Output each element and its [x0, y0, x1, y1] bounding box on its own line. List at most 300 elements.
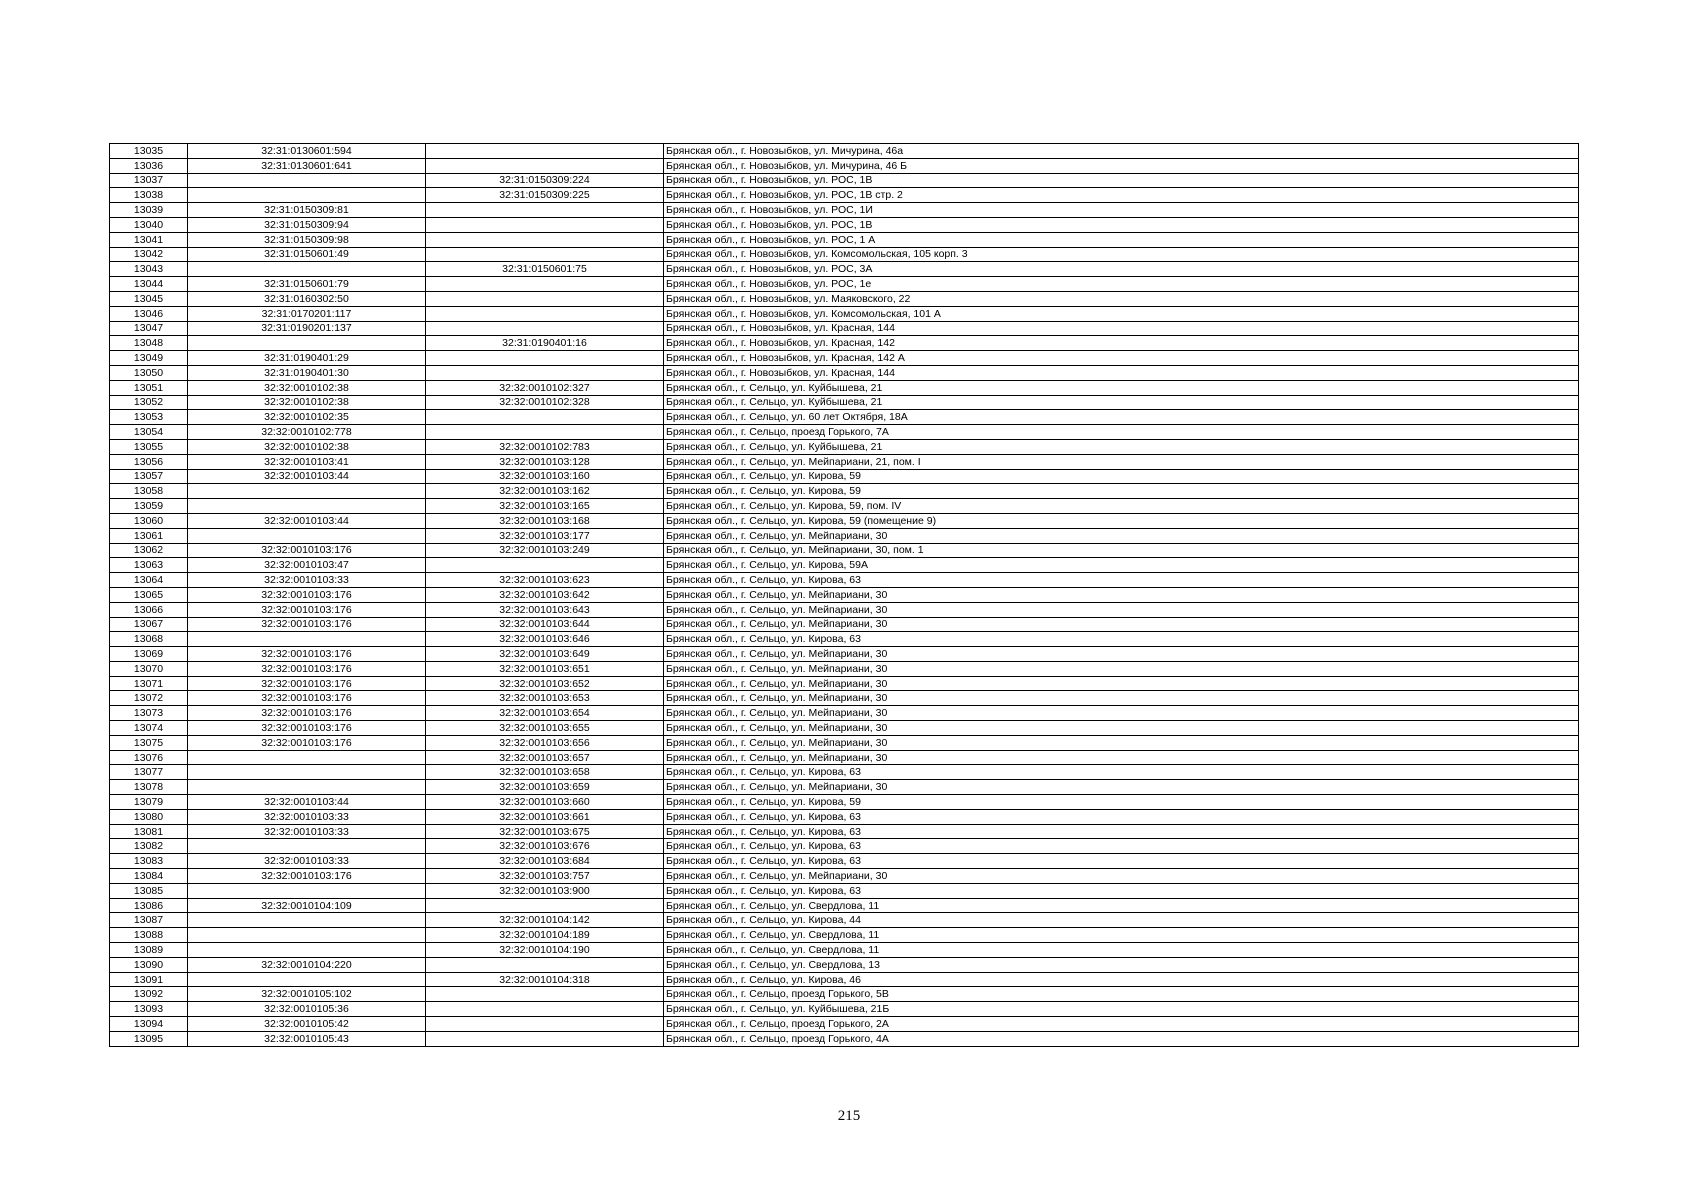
- address-cell: Брянская обл., г. Сельцо, ул. Свердлова, 11: [664, 943, 1579, 958]
- row-number-cell: 13044: [110, 277, 188, 292]
- cadastral-number-cell: 32:32:0010103:47: [188, 558, 426, 573]
- cadastral-number-cell: 32:32:0010103:176: [188, 543, 426, 558]
- object-cadastral-number-cell: 32:31:0190401:16: [426, 336, 664, 351]
- table-row: [110, 854, 1579, 869]
- address-cell: Брянская обл., г. Новозыбков, ул. Комсомольская, 105 корп. 3: [664, 247, 1579, 262]
- table-row: [110, 217, 1579, 232]
- row-number-cell: 13059: [110, 499, 188, 514]
- object-cadastral-number-cell: [426, 1002, 664, 1017]
- row-number-cell: 13071: [110, 676, 188, 691]
- cadastral-number-cell: 32:32:0010103:44: [188, 795, 426, 810]
- address-cell: Брянская обл., г. Сельцо, ул. Мейпариани, 30: [664, 617, 1579, 632]
- cadastral-number-cell: [188, 928, 426, 943]
- address-cell: Брянская обл., г. Новозыбков, ул. Красная, 142: [664, 336, 1579, 351]
- cadastral-number-cell: 32:31:0190201:137: [188, 321, 426, 336]
- object-cadastral-number-cell: 32:32:0010103:676: [426, 839, 664, 854]
- row-number-cell: 13042: [110, 247, 188, 262]
- object-cadastral-number-cell: [426, 1017, 664, 1032]
- cadastral-number-cell: 32:31:0150309:98: [188, 232, 426, 247]
- row-number-cell: 13049: [110, 351, 188, 366]
- table-row: [110, 469, 1579, 484]
- table-row: [110, 647, 1579, 662]
- object-cadastral-number-cell: 32:32:0010103:675: [426, 824, 664, 839]
- row-number-cell: 13090: [110, 957, 188, 972]
- table-row: [110, 735, 1579, 750]
- address-cell: Брянская обл., г. Сельцо, ул. Мейпариани, 30: [664, 647, 1579, 662]
- address-cell: Брянская обл., г. Сельцо, ул. Свердлова, 13: [664, 957, 1579, 972]
- cadastral-number-cell: 32:32:0010103:176: [188, 587, 426, 602]
- table-row: [110, 780, 1579, 795]
- object-cadastral-number-cell: [426, 898, 664, 913]
- table-row: [110, 188, 1579, 203]
- table-row: [110, 528, 1579, 543]
- cadastral-number-cell: 32:32:0010103:176: [188, 721, 426, 736]
- address-cell: Брянская обл., г. Сельцо, ул. Мейпариани, 30: [664, 528, 1579, 543]
- table-row: [110, 439, 1579, 454]
- row-number-cell: 13081: [110, 824, 188, 839]
- table-row: [110, 602, 1579, 617]
- address-cell: Брянская обл., г. Сельцо, ул. Кирова, 63: [664, 632, 1579, 647]
- table-row: [110, 173, 1579, 188]
- row-number-cell: 13038: [110, 188, 188, 203]
- cadastral-number-cell: 32:32:0010103:176: [188, 647, 426, 662]
- address-cell: Брянская обл., г. Сельцо, ул. Мейпариани, 30: [664, 661, 1579, 676]
- row-number-cell: 13087: [110, 913, 188, 928]
- table-row: [110, 809, 1579, 824]
- row-number-cell: 13065: [110, 587, 188, 602]
- object-cadastral-number-cell: 32:32:0010103:659: [426, 780, 664, 795]
- cadastral-number-cell: 32:32:0010103:33: [188, 573, 426, 588]
- row-number-cell: 13060: [110, 513, 188, 528]
- object-cadastral-number-cell: 32:32:0010103:165: [426, 499, 664, 514]
- object-cadastral-number-cell: [426, 247, 664, 262]
- row-number-cell: 13089: [110, 943, 188, 958]
- address-cell: Брянская обл., г. Сельцо, ул. Мейпариани, 30: [664, 721, 1579, 736]
- object-cadastral-number-cell: [426, 1031, 664, 1046]
- cadastral-number-cell: 32:32:0010103:33: [188, 809, 426, 824]
- address-cell: Брянская обл., г. Сельцо, ул. Кирова, 59 (помещение 9): [664, 513, 1579, 528]
- table-row: [110, 1017, 1579, 1032]
- cadastral-number-cell: 32:32:0010102:778: [188, 425, 426, 440]
- row-number-cell: 13078: [110, 780, 188, 795]
- table-row: [110, 706, 1579, 721]
- address-cell: Брянская обл., г. Сельцо, ул. Кирова, 59: [664, 484, 1579, 499]
- row-number-cell: 13095: [110, 1031, 188, 1046]
- row-number-cell: 13045: [110, 291, 188, 306]
- cadastral-number-cell: 32:32:0010104:109: [188, 898, 426, 913]
- address-cell: Брянская обл., г. Сельцо, ул. Кирова, 63: [664, 854, 1579, 869]
- table-row: [110, 499, 1579, 514]
- table-row: [110, 795, 1579, 810]
- cadastral-number-cell: 32:32:0010105:102: [188, 987, 426, 1002]
- row-number-cell: 13061: [110, 528, 188, 543]
- row-number-cell: 13072: [110, 691, 188, 706]
- object-cadastral-number-cell: 32:32:0010103:653: [426, 691, 664, 706]
- table-row: [110, 351, 1579, 366]
- cadastral-number-cell: 32:31:0150309:94: [188, 217, 426, 232]
- address-cell: Брянская обл., г. Сельцо, ул. Куйбышева, 21: [664, 380, 1579, 395]
- address-cell: Брянская обл., г. Сельцо, ул. Кирова, 63: [664, 765, 1579, 780]
- row-number-cell: 13074: [110, 721, 188, 736]
- address-cell: Брянская обл., г. Новозыбков, ул. РОС, 3А: [664, 262, 1579, 277]
- address-cell: Брянская обл., г. Сельцо, ул. 60 лет Октября, 18А: [664, 410, 1579, 425]
- object-cadastral-number-cell: 32:32:0010103:656: [426, 735, 664, 750]
- object-cadastral-number-cell: [426, 203, 664, 218]
- row-number-cell: 13070: [110, 661, 188, 676]
- address-cell: Брянская обл., г. Сельцо, проезд Горького, 5В: [664, 987, 1579, 1002]
- object-cadastral-number-cell: 32:32:0010102:783: [426, 439, 664, 454]
- address-cell: Брянская обл., г. Сельцо, ул. Мейпариани, 30: [664, 587, 1579, 602]
- object-cadastral-number-cell: 32:31:0150309:224: [426, 173, 664, 188]
- cadastral-number-cell: 32:32:0010103:176: [188, 706, 426, 721]
- object-cadastral-number-cell: 32:32:0010103:660: [426, 795, 664, 810]
- cadastral-number-cell: 32:31:0150309:81: [188, 203, 426, 218]
- table-row: [110, 587, 1579, 602]
- address-cell: Брянская обл., г. Сельцо, проезд Горького, 2А: [664, 1017, 1579, 1032]
- cadastral-number-cell: 32:32:0010103:41: [188, 454, 426, 469]
- row-number-cell: 13088: [110, 928, 188, 943]
- object-cadastral-number-cell: 32:32:0010104:318: [426, 972, 664, 987]
- address-cell: Брянская обл., г. Новозыбков, ул. РОС, 1е: [664, 277, 1579, 292]
- table-row: [110, 247, 1579, 262]
- address-cell: Брянская обл., г. Сельцо, ул. Мейпариани, 30: [664, 706, 1579, 721]
- row-number-cell: 13035: [110, 144, 188, 159]
- address-cell: Брянская обл., г. Новозыбков, ул. Маяковского, 22: [664, 291, 1579, 306]
- object-cadastral-number-cell: 32:32:0010102:328: [426, 395, 664, 410]
- table-row: [110, 913, 1579, 928]
- object-cadastral-number-cell: 32:32:0010103:657: [426, 750, 664, 765]
- row-number-cell: 13036: [110, 158, 188, 173]
- row-number-cell: 13051: [110, 380, 188, 395]
- table-row: [110, 869, 1579, 884]
- cadastral-number-cell: [188, 839, 426, 854]
- object-cadastral-number-cell: 32:32:0010103:128: [426, 454, 664, 469]
- table-row: [110, 750, 1579, 765]
- address-cell: Брянская обл., г. Сельцо, ул. Кирова, 63: [664, 809, 1579, 824]
- row-number-cell: 13037: [110, 173, 188, 188]
- table-row: [110, 883, 1579, 898]
- address-cell: Брянская обл., г. Новозыбков, ул. РОС, 1В: [664, 217, 1579, 232]
- object-cadastral-number-cell: [426, 217, 664, 232]
- row-number-cell: 13041: [110, 232, 188, 247]
- row-number-cell: 13079: [110, 795, 188, 810]
- registry-table: [109, 143, 1579, 1047]
- row-number-cell: 13083: [110, 854, 188, 869]
- address-cell: Брянская обл., г. Новозыбков, ул. Красная, 142 А: [664, 351, 1579, 366]
- table-row: [110, 898, 1579, 913]
- address-cell: Брянская обл., г. Сельцо, ул. Куйбышева, 21: [664, 395, 1579, 410]
- cadastral-number-cell: [188, 943, 426, 958]
- object-cadastral-number-cell: 32:32:0010104:142: [426, 913, 664, 928]
- address-cell: Брянская обл., г. Сельцо, ул. Свердлова, 11: [664, 928, 1579, 943]
- cadastral-number-cell: [188, 262, 426, 277]
- row-number-cell: 13093: [110, 1002, 188, 1017]
- row-number-cell: 13039: [110, 203, 188, 218]
- cadastral-number-cell: 32:32:0010103:44: [188, 469, 426, 484]
- table-row: [110, 321, 1579, 336]
- row-number-cell: 13076: [110, 750, 188, 765]
- address-cell: Брянская обл., г. Сельцо, ул. Кирова, 59: [664, 795, 1579, 810]
- object-cadastral-number-cell: [426, 351, 664, 366]
- cadastral-number-cell: [188, 765, 426, 780]
- address-cell: Брянская обл., г. Сельцо, ул. Мейпариани, 21, пом. I: [664, 454, 1579, 469]
- row-number-cell: 13054: [110, 425, 188, 440]
- object-cadastral-number-cell: 32:32:0010104:190: [426, 943, 664, 958]
- address-cell: Брянская обл., г. Сельцо, ул. Кирова, 63: [664, 839, 1579, 854]
- object-cadastral-number-cell: 32:32:0010103:757: [426, 869, 664, 884]
- object-cadastral-number-cell: [426, 158, 664, 173]
- table-row: [110, 824, 1579, 839]
- address-cell: Брянская обл., г. Сельцо, ул. Кирова, 59А: [664, 558, 1579, 573]
- cadastral-number-cell: 32:32:0010103:176: [188, 661, 426, 676]
- cadastral-number-cell: 32:32:0010103:176: [188, 602, 426, 617]
- registry-table-body: [110, 144, 1579, 1047]
- row-number-cell: 13073: [110, 706, 188, 721]
- row-number-cell: 13085: [110, 883, 188, 898]
- address-cell: Брянская обл., г. Сельцо, ул. Куйбышева, 21Б: [664, 1002, 1579, 1017]
- row-number-cell: 13058: [110, 484, 188, 499]
- cadastral-number-cell: [188, 188, 426, 203]
- object-cadastral-number-cell: [426, 987, 664, 1002]
- address-cell: Брянская обл., г. Сельцо, проезд Горького, 4А: [664, 1031, 1579, 1046]
- row-number-cell: 13066: [110, 602, 188, 617]
- table-row: [110, 721, 1579, 736]
- address-cell: Брянская обл., г. Новозыбков, ул. Красная, 144: [664, 321, 1579, 336]
- object-cadastral-number-cell: [426, 277, 664, 292]
- object-cadastral-number-cell: 32:32:0010102:327: [426, 380, 664, 395]
- row-number-cell: 13084: [110, 869, 188, 884]
- cadastral-number-cell: [188, 528, 426, 543]
- address-cell: Брянская обл., г. Сельцо, ул. Кирова, 63: [664, 824, 1579, 839]
- cadastral-number-cell: 32:31:0190401:30: [188, 365, 426, 380]
- object-cadastral-number-cell: 32:32:0010103:654: [426, 706, 664, 721]
- table-row: [110, 277, 1579, 292]
- table-row: [110, 484, 1579, 499]
- cadastral-number-cell: [188, 780, 426, 795]
- table-row: [110, 839, 1579, 854]
- row-number-cell: 13094: [110, 1017, 188, 1032]
- cadastral-number-cell: 32:32:0010102:38: [188, 439, 426, 454]
- table-row: [110, 676, 1579, 691]
- object-cadastral-number-cell: 32:32:0010103:684: [426, 854, 664, 869]
- object-cadastral-number-cell: 32:32:0010103:177: [426, 528, 664, 543]
- object-cadastral-number-cell: [426, 558, 664, 573]
- cadastral-number-cell: 32:31:0190401:29: [188, 351, 426, 366]
- address-cell: Брянская обл., г. Сельцо, ул. Кирова, 44: [664, 913, 1579, 928]
- row-number-cell: 13048: [110, 336, 188, 351]
- table-row: [110, 1031, 1579, 1046]
- cadastral-number-cell: 32:31:0130601:641: [188, 158, 426, 173]
- row-number-cell: 13050: [110, 365, 188, 380]
- cadastral-number-cell: 32:32:0010102:38: [188, 395, 426, 410]
- table-row: [110, 395, 1579, 410]
- object-cadastral-number-cell: 32:32:0010103:655: [426, 721, 664, 736]
- cadastral-number-cell: [188, 499, 426, 514]
- object-cadastral-number-cell: 32:32:0010103:651: [426, 661, 664, 676]
- address-cell: Брянская обл., г. Сельцо, ул. Мейпариани, 30: [664, 735, 1579, 750]
- row-number-cell: 13057: [110, 469, 188, 484]
- table-row: [110, 957, 1579, 972]
- cadastral-number-cell: [188, 173, 426, 188]
- object-cadastral-number-cell: 32:32:0010103:623: [426, 573, 664, 588]
- cadastral-number-cell: [188, 336, 426, 351]
- address-cell: Брянская обл., г. Сельцо, ул. Свердлова, 11: [664, 898, 1579, 913]
- table-row: [110, 144, 1579, 159]
- row-number-cell: 13040: [110, 217, 188, 232]
- address-cell: Брянская обл., г. Сельцо, ул. Кирова, 59: [664, 469, 1579, 484]
- cadastral-number-cell: 32:32:0010103:176: [188, 691, 426, 706]
- cadastral-number-cell: 32:32:0010105:42: [188, 1017, 426, 1032]
- cadastral-number-cell: 32:32:0010103:176: [188, 617, 426, 632]
- cadastral-number-cell: 32:31:0130601:594: [188, 144, 426, 159]
- row-number-cell: 13047: [110, 321, 188, 336]
- table-row: [110, 943, 1579, 958]
- table-row: [110, 410, 1579, 425]
- address-cell: Брянская обл., г. Сельцо, ул. Мейпариани, 30: [664, 869, 1579, 884]
- address-cell: Брянская обл., г. Новозыбков, ул. Мичурина, 46 Б: [664, 158, 1579, 173]
- table-row: [110, 380, 1579, 395]
- cadastral-number-cell: 32:32:0010103:33: [188, 854, 426, 869]
- table-row: [110, 232, 1579, 247]
- object-cadastral-number-cell: 32:32:0010103:649: [426, 647, 664, 662]
- cadastral-number-cell: [188, 883, 426, 898]
- row-number-cell: 13062: [110, 543, 188, 558]
- row-number-cell: 13080: [110, 809, 188, 824]
- object-cadastral-number-cell: 32:32:0010103:162: [426, 484, 664, 499]
- cadastral-number-cell: [188, 913, 426, 928]
- row-number-cell: 13053: [110, 410, 188, 425]
- cadastral-number-cell: 32:32:0010105:36: [188, 1002, 426, 1017]
- cadastral-number-cell: 32:32:0010103:176: [188, 735, 426, 750]
- cadastral-number-cell: [188, 484, 426, 499]
- table-row: [110, 291, 1579, 306]
- table-row: [110, 365, 1579, 380]
- object-cadastral-number-cell: [426, 410, 664, 425]
- address-cell: Брянская обл., г. Сельцо, ул. Кирова, 59, пом. IV: [664, 499, 1579, 514]
- table-row: [110, 987, 1579, 1002]
- address-cell: Брянская обл., г. Сельцо, ул. Мейпариани, 30: [664, 780, 1579, 795]
- cadastral-number-cell: 32:32:0010103:176: [188, 869, 426, 884]
- row-number-cell: 13046: [110, 306, 188, 321]
- object-cadastral-number-cell: [426, 306, 664, 321]
- object-cadastral-number-cell: [426, 365, 664, 380]
- row-number-cell: 13063: [110, 558, 188, 573]
- table-row: [110, 972, 1579, 987]
- cadastral-number-cell: 32:32:0010103:176: [188, 676, 426, 691]
- address-cell: Брянская обл., г. Новозыбков, ул. РОС, 1 А: [664, 232, 1579, 247]
- object-cadastral-number-cell: 32:32:0010103:900: [426, 883, 664, 898]
- row-number-cell: 13052: [110, 395, 188, 410]
- object-cadastral-number-cell: 32:32:0010103:658: [426, 765, 664, 780]
- object-cadastral-number-cell: 32:32:0010103:661: [426, 809, 664, 824]
- table-row: [110, 617, 1579, 632]
- table-row: [110, 262, 1579, 277]
- row-number-cell: 13077: [110, 765, 188, 780]
- address-cell: Брянская обл., г. Сельцо, проезд Горького, 7А: [664, 425, 1579, 440]
- object-cadastral-number-cell: 32:32:0010103:643: [426, 602, 664, 617]
- address-cell: Брянская обл., г. Сельцо, ул. Мейпариани, 30: [664, 602, 1579, 617]
- row-number-cell: 13086: [110, 898, 188, 913]
- table-row: [110, 425, 1579, 440]
- object-cadastral-number-cell: 32:32:0010103:249: [426, 543, 664, 558]
- cadastral-number-cell: 32:32:0010102:38: [188, 380, 426, 395]
- object-cadastral-number-cell: [426, 957, 664, 972]
- address-cell: Брянская обл., г. Сельцо, ул. Кирова, 63: [664, 573, 1579, 588]
- cadastral-number-cell: 32:32:0010103:44: [188, 513, 426, 528]
- row-number-cell: 13056: [110, 454, 188, 469]
- cadastral-number-cell: 32:31:0150601:79: [188, 277, 426, 292]
- object-cadastral-number-cell: 32:32:0010103:642: [426, 587, 664, 602]
- table-row: [110, 158, 1579, 173]
- table-row: [110, 558, 1579, 573]
- address-cell: Брянская обл., г. Новозыбков, ул. РОС, 1И: [664, 203, 1579, 218]
- object-cadastral-number-cell: 32:31:0150601:75: [426, 262, 664, 277]
- address-cell: Брянская обл., г. Сельцо, ул. Кирова, 63: [664, 883, 1579, 898]
- address-cell: Брянская обл., г. Сельцо, ул. Мейпариани, 30: [664, 676, 1579, 691]
- row-number-cell: 13075: [110, 735, 188, 750]
- row-number-cell: 13069: [110, 647, 188, 662]
- row-number-cell: 13082: [110, 839, 188, 854]
- cadastral-number-cell: 32:31:0160302:50: [188, 291, 426, 306]
- row-number-cell: 13055: [110, 439, 188, 454]
- address-cell: Брянская обл., г. Сельцо, ул. Кирова, 46: [664, 972, 1579, 987]
- address-cell: Брянская обл., г. Сельцо, ул. Мейпариани, 30: [664, 750, 1579, 765]
- address-cell: Брянская обл., г. Сельцо, ул. Мейпариани, 30: [664, 691, 1579, 706]
- address-cell: Брянская обл., г. Сельцо, ул. Куйбышева, 21: [664, 439, 1579, 454]
- object-cadastral-number-cell: 32:31:0150309:225: [426, 188, 664, 203]
- row-number-cell: 13043: [110, 262, 188, 277]
- address-cell: Брянская обл., г. Новозыбков, ул. РОС, 1В: [664, 173, 1579, 188]
- address-cell: Брянская обл., г. Новозыбков, ул. РОС, 1В стр. 2: [664, 188, 1579, 203]
- object-cadastral-number-cell: [426, 425, 664, 440]
- object-cadastral-number-cell: 32:32:0010103:652: [426, 676, 664, 691]
- row-number-cell: 13068: [110, 632, 188, 647]
- cadastral-number-cell: [188, 750, 426, 765]
- cadastral-number-cell: 32:32:0010103:33: [188, 824, 426, 839]
- address-cell: Брянская обл., г. Сельцо, ул. Мейпариани, 30, пом. 1: [664, 543, 1579, 558]
- row-number-cell: 13064: [110, 573, 188, 588]
- table-row: [110, 203, 1579, 218]
- cadastral-number-cell: 32:32:0010105:43: [188, 1031, 426, 1046]
- table-row: [110, 632, 1579, 647]
- address-cell: Брянская обл., г. Новозыбков, ул. Комсомольская, 101 А: [664, 306, 1579, 321]
- table-row: [110, 543, 1579, 558]
- object-cadastral-number-cell: [426, 291, 664, 306]
- address-cell: Брянская обл., г. Новозыбков, ул. Мичурина, 46а: [664, 144, 1579, 159]
- row-number-cell: 13067: [110, 617, 188, 632]
- object-cadastral-number-cell: 32:32:0010104:189: [426, 928, 664, 943]
- table-row: [110, 573, 1579, 588]
- object-cadastral-number-cell: 32:32:0010103:646: [426, 632, 664, 647]
- cadastral-number-cell: [188, 972, 426, 987]
- cadastral-number-cell: 32:31:0170201:117: [188, 306, 426, 321]
- object-cadastral-number-cell: 32:32:0010103:160: [426, 469, 664, 484]
- address-cell: Брянская обл., г. Новозыбков, ул. Красная, 144: [664, 365, 1579, 380]
- row-number-cell: 13092: [110, 987, 188, 1002]
- table-row: [110, 454, 1579, 469]
- cadastral-number-cell: [188, 632, 426, 647]
- table-row: [110, 765, 1579, 780]
- object-cadastral-number-cell: 32:32:0010103:644: [426, 617, 664, 632]
- object-cadastral-number-cell: [426, 321, 664, 336]
- table-row: [110, 513, 1579, 528]
- row-number-cell: 13091: [110, 972, 188, 987]
- table-row: [110, 336, 1579, 351]
- object-cadastral-number-cell: [426, 144, 664, 159]
- object-cadastral-number-cell: 32:32:0010103:168: [426, 513, 664, 528]
- table-row: [110, 691, 1579, 706]
- table-row: [110, 661, 1579, 676]
